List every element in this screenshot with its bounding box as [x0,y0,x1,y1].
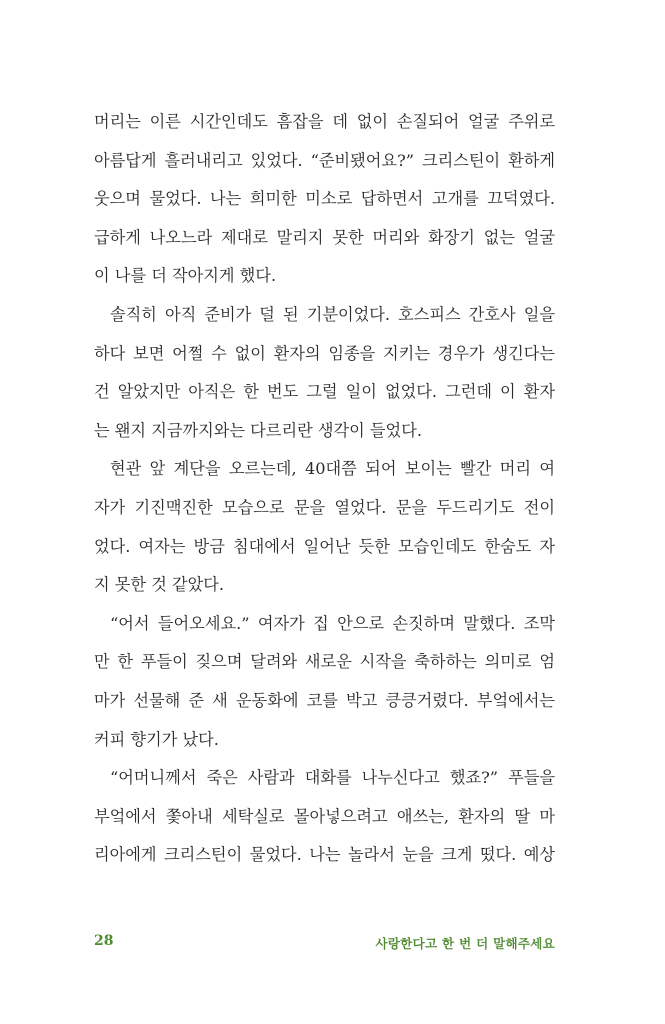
text-line: 었다. 여자는 방금 침대에서 일어난 듯한 모습인데도 한숨도 자 [94,536,555,556]
text-line: 리아에게 크리스틴이 물었다. 나는 놀라서 눈을 크게 떴다. 예상 [94,845,555,865]
text-line: 현관 앞 계단을 오르는데, 40대쯤 되어 보이는 빨간 머리 여 [110,459,555,479]
page-number: 28 [94,933,114,949]
body-text [94,103,555,875]
text-line: 솔직히 아직 준비가 덜 된 기분이었다. 호스피스 간호사 일을 [110,304,555,324]
text-line: “어머니께서 죽은 사람과 대화를 나누신다고 했죠?” 푸들을 [110,768,555,788]
text-line: 자가 기진맥진한 모습으로 문을 열었다. 문을 두드리기도 전이 [94,497,555,517]
text-line: 건 알았지만 아직은 한 번도 그럴 일이 없었다. 그런데 이 환자 [94,382,555,402]
text-line: 커피 향기가 났다. [94,729,219,749]
text-line: 머리는 이른 시간인데도 흠잡을 데 없이 손질되어 얼굴 주위로 [94,112,555,131]
text-line: 는 왠지 지금까지와는 다르리란 생각이 들었다. [94,420,422,440]
text-line: 부엌에서 쫓아내 세탁실로 몰아넣으려고 애쓰는, 환자의 딸 마 [94,806,555,826]
text-line: 마가 선물해 준 새 운동화에 코를 박고 킁킁거렸다. 부엌에서는 [94,690,555,710]
running-title: 사랑한다고 한 번 더 말해주세요 [375,936,555,951]
text-line: 아름답게 흘러내리고 있었다. “준비됐어요?” 크리스틴이 환하게 [94,150,555,170]
text-line: 지 못한 것 같았다. [94,575,225,595]
text-line: 하다 보면 어쩔 수 없이 환자의 임종을 지키는 경우가 생긴다는 [94,343,555,363]
text-line: 급하게 나오느라 제대로 말리지 못한 머리와 화장기 없는 얼굴 [94,227,555,247]
text-line: 만 한 푸들이 짖으며 달려와 새로운 시작을 축하하는 의미로 엄 [94,652,555,672]
text-line: 웃으며 물었다. 나는 희미한 미소로 답하면서 고개를 끄덕였다. [94,189,555,209]
text-line: 이 나를 더 작아지게 했다. [94,266,277,286]
page-footer [94,933,555,953]
text-line: “어서 들어오세요.” 여자가 집 안으로 손짓하며 말했다. 조막 [110,613,555,633]
